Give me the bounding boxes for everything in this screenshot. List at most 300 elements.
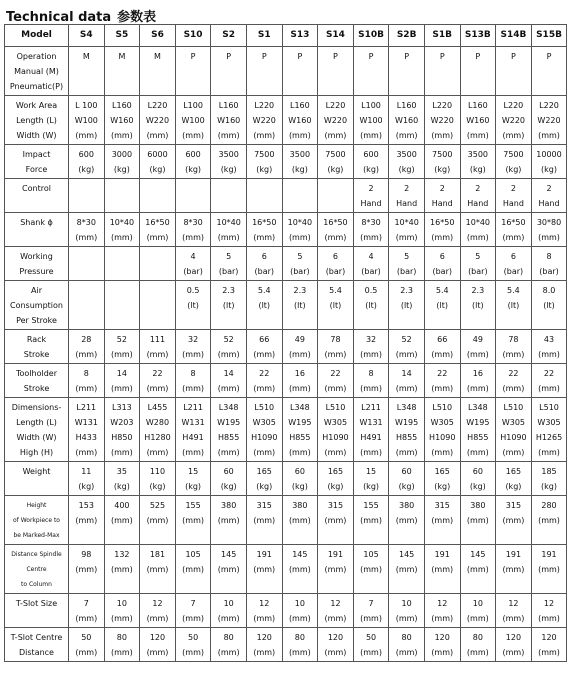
- cell-value: 181: [149, 550, 166, 559]
- cell-value: (mm): [253, 614, 276, 623]
- cell-value: (mm): [146, 384, 169, 393]
- table-cell: [460, 179, 496, 213]
- cell-value: (mm): [502, 131, 525, 140]
- cell-value: (mm): [538, 131, 560, 140]
- table-cell: [496, 47, 532, 96]
- table-cell: [389, 398, 425, 462]
- cell-value: (mm): [217, 565, 240, 574]
- table-cell: [282, 145, 318, 179]
- cell-value: 14: [116, 369, 127, 378]
- cell-value: L220: [147, 101, 168, 110]
- cell-value: (mm): [75, 648, 98, 657]
- table-cell: [211, 398, 247, 462]
- cell-value: 315: [505, 501, 522, 510]
- cell-value: W305: [501, 418, 526, 427]
- row-label-line: of Workpiece to: [13, 517, 60, 524]
- cell-value: (mm): [75, 516, 98, 525]
- table-cell: [211, 330, 247, 364]
- cell-value: (mm): [360, 384, 382, 393]
- cell-value: (mm): [182, 516, 204, 525]
- table-cell: [424, 179, 460, 213]
- cell-value: 15: [365, 467, 377, 476]
- cell-value: (kg): [149, 165, 166, 174]
- cell-value: (mm): [431, 233, 454, 242]
- table-cell: [460, 364, 496, 398]
- table-cell: [460, 545, 496, 594]
- cell-value: (lt): [187, 301, 199, 310]
- table-row: [5, 398, 567, 462]
- cell-value: H491: [360, 433, 382, 442]
- cell-value: L211: [76, 403, 97, 412]
- table-cell: [496, 145, 532, 179]
- row-label-line: Length (L): [16, 418, 57, 427]
- cell-value: 8: [368, 369, 374, 378]
- table-cell: [424, 398, 460, 462]
- table-cell: [282, 496, 318, 545]
- cell-value: 120: [434, 633, 450, 642]
- cell-value: 16: [472, 369, 483, 378]
- row-label-line: T-Slot Centre: [10, 633, 63, 642]
- cell-value: M: [118, 52, 126, 61]
- table-cell: [140, 462, 176, 496]
- cell-value: (kg): [78, 482, 95, 491]
- cell-value: L348: [289, 403, 310, 412]
- cell-value: M: [82, 52, 90, 61]
- table-cell: [104, 247, 140, 281]
- cell-value: (mm): [466, 614, 489, 623]
- cell-value: 10*40: [465, 218, 490, 227]
- cell-value: (mm): [110, 614, 133, 623]
- cell-value: 600: [363, 150, 379, 159]
- table-cell: [282, 213, 318, 247]
- table-cell: [175, 145, 211, 179]
- column-header-s6: S6: [140, 25, 176, 47]
- cell-value: L220: [432, 101, 453, 110]
- table-cell: [211, 545, 247, 594]
- cell-value: 8: [83, 369, 89, 378]
- table-cell: [246, 281, 282, 330]
- row-label: [5, 213, 69, 247]
- cell-value: 12: [543, 599, 555, 608]
- row-label-line: Distance Spindle: [11, 551, 62, 558]
- cell-value: (bar): [325, 267, 346, 276]
- table-cell: [531, 213, 567, 247]
- table-cell: [282, 462, 318, 496]
- table-cell: [318, 398, 354, 462]
- table-cell: [389, 462, 425, 496]
- table-cell: [140, 364, 176, 398]
- table-cell: [389, 47, 425, 96]
- table-cell: [140, 213, 176, 247]
- table-cell: [140, 496, 176, 545]
- cell-value: 2.3: [293, 286, 307, 295]
- cell-value: 315: [327, 501, 344, 510]
- cell-value: 111: [149, 335, 166, 344]
- cell-value: Hand: [396, 199, 418, 208]
- cell-value: (kg): [220, 482, 237, 491]
- table-cell: [353, 96, 389, 145]
- table-cell: [282, 594, 318, 628]
- table-body: [5, 47, 567, 662]
- row-label-line: Impact: [22, 150, 51, 159]
- row-label: [5, 179, 69, 213]
- table-cell: [69, 96, 105, 145]
- cell-value: (mm): [110, 516, 133, 525]
- row-label: [5, 96, 69, 145]
- cell-value: (mm): [110, 233, 133, 242]
- table-cell: [424, 594, 460, 628]
- row-label-line: Pressure: [19, 267, 54, 276]
- cell-value: (kg): [434, 165, 451, 174]
- cell-value: W305: [323, 418, 348, 427]
- table-cell: [318, 545, 354, 594]
- cell-value: (mm): [182, 648, 204, 657]
- cell-value: 66: [259, 335, 270, 344]
- row-label: [5, 545, 69, 594]
- cell-value: (mm): [395, 350, 418, 359]
- table-cell: [211, 594, 247, 628]
- cell-value: W131: [181, 418, 205, 427]
- cell-value: 50: [187, 633, 199, 642]
- cell-value: P: [439, 52, 445, 61]
- table-cell: [211, 47, 247, 96]
- cell-value: (bar): [254, 267, 275, 276]
- row-label-line: Weight: [22, 467, 51, 476]
- cell-value: (kg): [113, 482, 130, 491]
- cell-value: 315: [256, 501, 272, 510]
- row-label-line: Shank ϕ: [20, 218, 53, 227]
- cell-value: (mm): [217, 448, 240, 457]
- cell-value: L455: [147, 403, 168, 412]
- cell-value: 49: [294, 335, 305, 344]
- cell-value: (bar): [468, 267, 488, 276]
- table-cell: [460, 145, 496, 179]
- table-cell: [69, 364, 105, 398]
- cell-value: 185: [541, 467, 557, 476]
- cell-value: (mm): [253, 384, 276, 393]
- cell-value: 120: [327, 633, 344, 642]
- table-cell: [460, 47, 496, 96]
- row-label: [5, 628, 69, 662]
- table-cell: [353, 398, 389, 462]
- cell-value: W160: [288, 116, 312, 125]
- table-cell: [389, 594, 425, 628]
- table-cell: [318, 462, 354, 496]
- cell-value: (mm): [217, 384, 240, 393]
- cell-value: 380: [292, 501, 308, 510]
- cell-value: (kg): [363, 482, 380, 491]
- row-label-line: Work Area: [15, 101, 58, 110]
- cell-value: 50: [365, 633, 377, 642]
- cell-value: (mm): [182, 350, 204, 359]
- cell-value: 8*30: [76, 218, 96, 227]
- table-cell: [282, 247, 318, 281]
- cell-value: 16*50: [323, 218, 348, 227]
- cell-value: L160: [396, 101, 417, 110]
- cell-value: W160: [395, 116, 419, 125]
- cell-value: (mm): [75, 350, 98, 359]
- cell-value: 6: [510, 252, 516, 261]
- cell-value: (mm): [466, 350, 489, 359]
- table-cell: [353, 462, 389, 496]
- cell-value: 32: [187, 335, 199, 344]
- cell-value: 12: [330, 599, 341, 608]
- cell-value: 155: [363, 501, 379, 510]
- cell-value: 22: [508, 369, 519, 378]
- cell-value: L510: [325, 403, 346, 412]
- table-cell: [353, 179, 389, 213]
- cell-value: P: [368, 52, 374, 61]
- row-label-line: Length (L): [16, 116, 57, 125]
- cell-value: (mm): [110, 565, 133, 574]
- cell-value: W195: [466, 418, 490, 427]
- cell-value: 380: [399, 501, 415, 510]
- table-cell: [175, 398, 211, 462]
- cell-value: W100: [359, 116, 383, 125]
- table-cell: [389, 545, 425, 594]
- column-header-s14b: S14B: [496, 25, 532, 47]
- table-cell: [496, 213, 532, 247]
- cell-value: W220: [323, 116, 348, 125]
- cell-value: Hand: [431, 199, 453, 208]
- cell-value: L510: [503, 403, 524, 412]
- cell-value: (bar): [183, 267, 203, 276]
- cell-value: 12: [508, 599, 519, 608]
- cell-value: 3500: [467, 150, 488, 159]
- cell-value: 43: [543, 335, 555, 344]
- table-cell: [175, 545, 211, 594]
- cell-value: L510: [254, 403, 275, 412]
- cell-value: 8.0: [542, 286, 556, 295]
- table-cell: [353, 213, 389, 247]
- table-cell: [496, 330, 532, 364]
- table-cell: [496, 179, 532, 213]
- cell-value: (lt): [365, 301, 377, 310]
- cell-value: 280: [541, 501, 557, 510]
- table-cell: [353, 364, 389, 398]
- cell-value: 80: [294, 633, 305, 642]
- row-label-line: Pneumatic(P): [9, 82, 64, 91]
- row-label: [5, 496, 69, 545]
- cell-value: W100: [74, 116, 98, 125]
- table-cell: [353, 330, 389, 364]
- cell-value: P: [546, 52, 552, 61]
- table-cell: [69, 496, 105, 545]
- table-cell: [246, 247, 282, 281]
- cell-value: (mm): [538, 516, 560, 525]
- cell-value: (mm): [431, 648, 454, 657]
- cell-value: (kg): [327, 165, 344, 174]
- cell-value: W160: [466, 116, 490, 125]
- cell-value: 30*80: [536, 218, 562, 227]
- cell-value: P: [333, 52, 338, 61]
- cell-value: (kg): [291, 482, 308, 491]
- cell-value: (lt): [472, 301, 484, 310]
- cell-value: (mm): [217, 648, 240, 657]
- table-row: [5, 545, 567, 594]
- table-cell: [211, 496, 247, 545]
- cell-value: (kg): [398, 482, 415, 491]
- table-cell: [531, 247, 567, 281]
- cell-value: (mm): [466, 131, 489, 140]
- cell-value: (mm): [110, 648, 133, 657]
- row-label: [5, 594, 69, 628]
- cell-value: (mm): [395, 131, 418, 140]
- table-cell: [460, 247, 496, 281]
- table-cell: [353, 628, 389, 662]
- cell-value: 2: [546, 184, 552, 193]
- cell-value: (kg): [113, 165, 130, 174]
- cell-value: Hand: [467, 199, 489, 208]
- cell-value: 5: [475, 252, 481, 261]
- cell-value: P: [475, 52, 481, 61]
- cell-value: 16*50: [501, 218, 526, 227]
- cell-value: W160: [217, 116, 241, 125]
- table-cell: [389, 96, 425, 145]
- cell-value: 2.3: [400, 286, 413, 295]
- cell-value: 5.4: [329, 286, 342, 295]
- table-cell: [140, 628, 176, 662]
- row-label-line: Air: [31, 286, 42, 295]
- cell-value: (mm): [253, 565, 276, 574]
- cell-value: 3500: [289, 150, 311, 159]
- cell-value: (kg): [185, 482, 202, 491]
- cell-value: 5: [297, 252, 303, 261]
- table-cell: [496, 398, 532, 462]
- cell-value: H1090: [500, 433, 527, 442]
- table-cell: [104, 462, 140, 496]
- table-cell: [246, 145, 282, 179]
- cell-value: 315: [434, 501, 450, 510]
- cell-value: (kg): [149, 482, 166, 491]
- cell-value: 10: [401, 599, 412, 608]
- row-label-line: Operation: [16, 52, 57, 61]
- cell-value: (mm): [253, 516, 276, 525]
- cell-value: 153: [78, 501, 94, 510]
- cell-value: 60: [401, 467, 412, 476]
- table-cell: [246, 398, 282, 462]
- cell-value: (mm): [75, 565, 98, 574]
- cell-value: 80: [116, 633, 127, 642]
- cell-value: L348: [396, 403, 417, 412]
- cell-value: (mm): [360, 614, 382, 623]
- cell-value: 22: [152, 369, 163, 378]
- cell-value: (mm): [431, 516, 454, 525]
- cell-value: L220: [325, 101, 346, 110]
- cell-value: (mm): [146, 516, 169, 525]
- cell-value: L211: [361, 403, 381, 412]
- cell-value: (kg): [363, 165, 380, 174]
- cell-value: (mm): [75, 448, 98, 457]
- row-label-line: Manual (M): [14, 67, 59, 76]
- table-cell: [246, 545, 282, 594]
- table-cell: [104, 496, 140, 545]
- cell-value: (mm): [75, 384, 98, 393]
- table-cell: [424, 213, 460, 247]
- cell-value: 120: [149, 633, 166, 642]
- table-cell: [175, 594, 211, 628]
- table-cell: [496, 364, 532, 398]
- table-cell: [104, 628, 140, 662]
- table-cell: [175, 496, 211, 545]
- cell-value: 15: [187, 467, 199, 476]
- cell-value: 14: [223, 369, 234, 378]
- cell-value: L160: [218, 101, 239, 110]
- table-cell: [531, 281, 567, 330]
- column-header-s4: S4: [69, 25, 105, 47]
- table-cell: [211, 247, 247, 281]
- cell-value: (mm): [182, 131, 204, 140]
- table-cell: [389, 281, 425, 330]
- cell-value: 380: [221, 501, 237, 510]
- table-cell: [69, 247, 105, 281]
- table-cell: [211, 364, 247, 398]
- cell-value: W305: [537, 418, 561, 427]
- table-cell: [353, 47, 389, 96]
- cell-value: (mm): [324, 233, 347, 242]
- table-cell: [69, 462, 105, 496]
- table-cell: [69, 281, 105, 330]
- table-cell: [389, 628, 425, 662]
- cell-value: H855: [218, 433, 240, 442]
- cell-value: 7: [83, 599, 89, 608]
- table-row: [5, 213, 567, 247]
- cell-value: (mm): [360, 233, 382, 242]
- table-cell: [389, 364, 425, 398]
- cell-value: 8: [546, 252, 552, 261]
- cell-value: 22: [543, 369, 555, 378]
- cell-value: (mm): [360, 565, 382, 574]
- cell-value: (mm): [431, 565, 454, 574]
- table-cell: [460, 96, 496, 145]
- cell-value: (mm): [288, 448, 311, 457]
- table-cell: [318, 330, 354, 364]
- table-cell: [424, 247, 460, 281]
- table-row: [5, 496, 567, 545]
- cell-value: 49: [472, 335, 483, 344]
- cell-value: 8*30: [183, 218, 203, 227]
- table-cell: [318, 281, 354, 330]
- cell-value: (mm): [253, 648, 276, 657]
- cell-value: 600: [185, 150, 201, 159]
- table-cell: [140, 594, 176, 628]
- table-cell: [246, 179, 282, 213]
- cell-value: P: [404, 52, 410, 61]
- cell-value: W131: [74, 418, 98, 427]
- row-label: [5, 462, 69, 496]
- cell-value: (mm): [324, 516, 347, 525]
- table-row: [5, 96, 567, 145]
- table-cell: [282, 281, 318, 330]
- cell-value: L 100: [75, 101, 98, 110]
- cell-value: (mm): [324, 448, 347, 457]
- cell-value: 10: [472, 599, 483, 608]
- row-label-line: Force: [25, 165, 48, 174]
- table-cell: [496, 281, 532, 330]
- column-header-s15b: S15B: [531, 25, 567, 47]
- table-cell: [318, 96, 354, 145]
- cell-value: 5: [226, 252, 232, 261]
- cell-value: (mm): [217, 131, 240, 140]
- cell-value: (mm): [502, 384, 525, 393]
- cell-value: (mm): [466, 648, 489, 657]
- table-cell: [211, 281, 247, 330]
- cell-value: 60: [472, 467, 483, 476]
- cell-value: 14: [401, 369, 412, 378]
- cell-value: (mm): [360, 516, 382, 525]
- table-cell: [246, 330, 282, 364]
- title-en: Technical data: [6, 10, 112, 25]
